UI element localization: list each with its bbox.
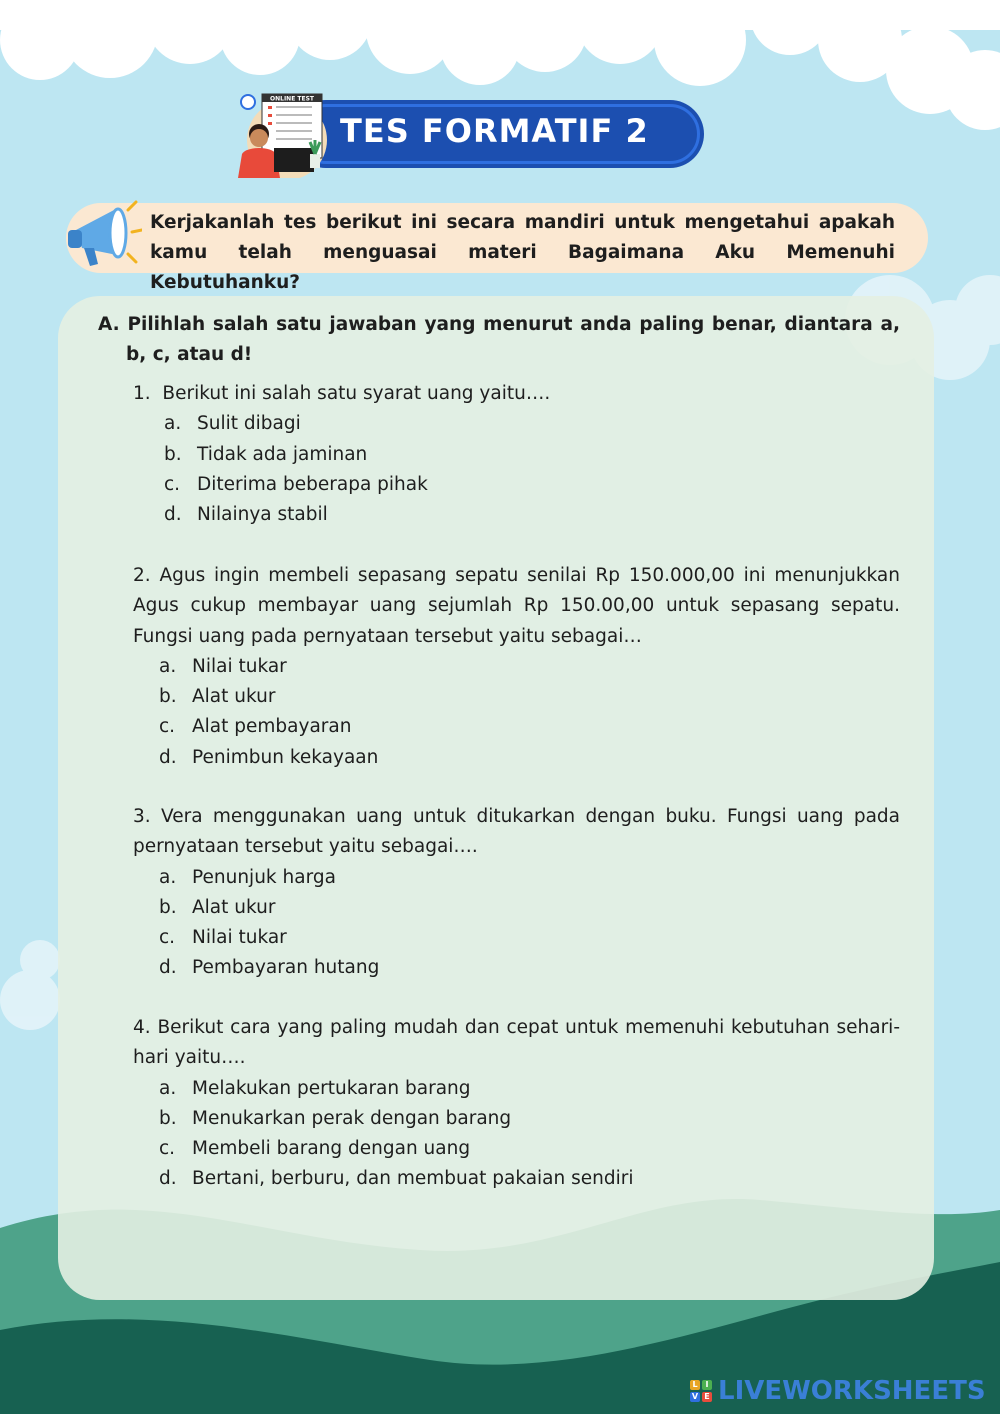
- question-text: 4. Berikut cara yang paling mudah dan cepat untuk memenuhi kebutuhan sehari-hari yaitu….: [133, 1017, 900, 1069]
- question-text: 2. Agus ingin membeli sepasang sepatu senilai Rp 150.000,00 ini menunjukkan Agus cukup membayar uang sejumlah Rp 150.00,00 untuk sepasang sepatu. Fungsi uang pada pernyataan tersebut yaitu sebagai…: [133, 565, 900, 647]
- option-b[interactable]: b. Menukarkan perak dengan barang: [159, 1107, 512, 1129]
- option-a[interactable]: a. Nilai tukar: [159, 655, 287, 677]
- question-1: [133, 379, 900, 530]
- instruction-text: Kerjakanlah tes berikut ini secara mandiri untuk mengetahui apakah kamu telah menguasai materi Bagaimana Aku Memenuhi Kebutuhanku?: [150, 212, 895, 293]
- question-3: [133, 802, 900, 984]
- option-b[interactable]: b. Alat ukur: [159, 686, 276, 708]
- option-d[interactable]: d. Bertani, berburu, dan membuat pakaian sendiri: [159, 1168, 634, 1190]
- option-c[interactable]: c. Alat pembayaran: [159, 716, 352, 738]
- clock-icon: [241, 95, 255, 109]
- megaphone-icon: [62, 196, 142, 276]
- option-b[interactable]: b. Alat ukur: [159, 896, 276, 918]
- option-c[interactable]: c. Nilai tukar: [159, 927, 287, 949]
- option-a[interactable]: a. Penunjuk harga: [159, 866, 336, 888]
- option-list: [133, 409, 900, 530]
- page-title: TES FORMATIF 2: [340, 112, 649, 150]
- option-d[interactable]: d. Penimbun kekayaan: [159, 746, 379, 768]
- option-list: [133, 652, 900, 773]
- option-d[interactable]: d. Nilainya stabil: [164, 504, 328, 526]
- section-heading: A. Pilihlah salah satu jawaban yang menurut anda paling benar, diantara a, b, c, atau d!: [98, 314, 900, 365]
- option-list: [133, 863, 900, 984]
- option-d[interactable]: d. Pembayaran hutang: [159, 957, 380, 979]
- title-banner: [232, 92, 707, 178]
- online-test-illustration: [232, 92, 342, 178]
- liveworksheets-text: LIVEWORKSHEETS: [718, 1376, 986, 1406]
- liveworksheets-logo: [690, 1376, 986, 1406]
- option-c[interactable]: c. Membeli barang dengan uang: [159, 1138, 471, 1160]
- option-c[interactable]: c. Diterima beberapa pihak: [164, 473, 428, 495]
- question-4: [133, 1013, 900, 1195]
- question-2: [133, 561, 900, 773]
- option-a[interactable]: a. Melakukan pertukaran barang: [159, 1077, 471, 1099]
- online-test-label: ONLINE TEST: [270, 95, 314, 103]
- liveworksheets-logo-icon: L I V E: [690, 1380, 712, 1402]
- option-list: [133, 1074, 900, 1195]
- question-text: 1. Berikut ini salah satu syarat uang yaitu….: [133, 383, 551, 404]
- option-a[interactable]: a. Sulit dibagi: [164, 413, 301, 435]
- question-text: 3. Vera menggunakan uang untuk ditukarkan dengan buku. Fungsi uang pada pernyataan tersebut yaitu sebagai….: [133, 806, 900, 858]
- option-b[interactable]: b. Tidak ada jaminan: [164, 443, 368, 465]
